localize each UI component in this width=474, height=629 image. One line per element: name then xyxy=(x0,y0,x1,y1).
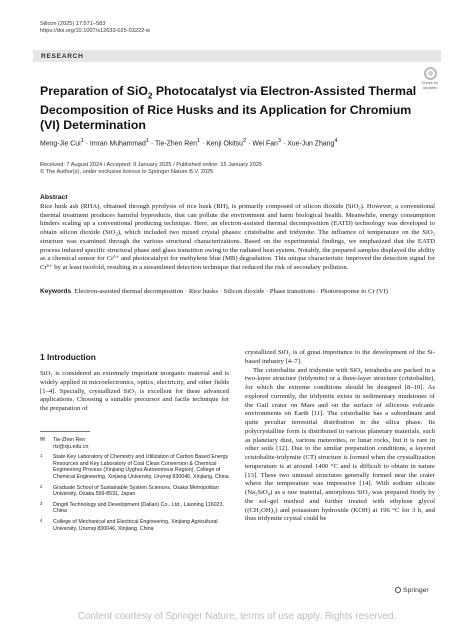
affiliation-item xyxy=(40,485,229,498)
intro-paragraph: crystallized SiO₂ is of great importance to the development of the Si-based industry [4–7]. xyxy=(245,349,435,365)
footnotes xyxy=(40,437,229,536)
corresponding-author xyxy=(40,437,229,450)
intro-paragraph: The cristobalite and tridymite with SiO₄ tetrahedra are packed in a two-layer structure (tridymite) or a three-layer structure (cristobalite), for which the extreme conditions should be designed [8–10]. As explored currently, the tridymite exists in sedimentary mudstones of the Gail crater on Mars and on the surface of siliceous volcanic environments on Earth [11]. The cristobalite has a subordinate and quite peculiar terrestrial distribution in the silica phase. Its polycrystalline form is distributed in various planetary materials, such as planetary dust, various meteorites, or lunar rocks, but it is rare in other soils [12]. Due to the similar preparation conditions, a layered cristobalite-tridymite (CT) structure is formed when the crystallization temperature is at around 1400 °C and is difficult to obtain in nature [13]. These two unusual structures generally formed near the crater where the temperature was impressive [14]. With sodium silicate (Na₂SiO₄) as a raw material, amorphous SiO₂ was prepared firstly by the sol–gel method and further treated with ethylene glycol ((CH₂OH)₂) and potassium hydroxide (KOH) at 196 °C for 3 h, and thus tridymite crystal could be xyxy=(245,366,435,523)
springer-horse-icon xyxy=(395,587,401,593)
title-subscript: 2 xyxy=(147,91,153,101)
check-for-updates-badge[interactable] xyxy=(416,67,444,90)
author-name[interactable]: Wei Fan xyxy=(252,140,278,148)
affiliation-text: Dingdi Technology and Development (Dalian) Co., Ltd., Liaoning 116023, China xyxy=(53,501,224,515)
author-affiliation: 1 xyxy=(80,138,84,144)
author-name[interactable]: Tie-Zhen Ren xyxy=(155,140,197,148)
affiliation-number: 2 xyxy=(40,483,43,489)
affiliation-number: 1 xyxy=(40,453,43,459)
article-history xyxy=(40,162,262,177)
section-band xyxy=(33,50,441,62)
author-name[interactable]: Kenji Okitsu xyxy=(206,140,244,148)
author-affiliation: 4 xyxy=(334,138,338,144)
corresponding-author-contact[interactable]: Tie-Zhen Ren rtz@xju.edu.cn xyxy=(53,437,89,450)
journal-header xyxy=(40,21,150,36)
affiliation-item xyxy=(40,502,229,515)
author-name[interactable]: Imran Muhammad xyxy=(89,140,146,148)
intro-paragraph: SiO₂ is considered an extremely important inorganic material and is widely applied in microelectronics, optics, electricity, and other fields [1–4]. Specially, crystallized SiO₂ is excellent for these advanced applications. Choosing a suitable precursor and facile technique for the preparation of xyxy=(40,370,229,412)
author-affiliation: 1 xyxy=(196,138,201,144)
intro-right-column xyxy=(245,349,435,524)
author-affiliation: 1 xyxy=(145,138,150,144)
abstract-text: Rice husk ash (RHA), obtained through pyrolysis of rice husk (RH), is primarily composed of silicon dioxide (SiO₂). However, a conventional thermal treatment produces harmful byproducts, that can pollute the environment and harm biological health. Meanwhile, energy consumption hinders scaling up a conventional producing technique. Here, an electron-assisted thermal decomposition (EATD) technology was developed to obtain silicon dioxide (SiO₂), which included two mixed crystal phases: cristobalite and tridymite. The influence of temperature on the SiO₂ structure was examined through the various structural characterizations. Based on the experimental findings, we emphasized that the EATD process induced specific structural phase and glass transition owing to the radiated heat system. Notably, the prepared samples displayed the ability as a chemical sensor for Cr⁶⁺ and photocatalyst for methylene blue (MB) degradation. This unique characteristic improved the detection signal for Cr⁶⁺ by at least twofold, resulting in a streamlined detection technique that reduced the risk of secondary pollution. xyxy=(40,203,435,271)
author-affiliation: 3 xyxy=(277,138,282,144)
envelope-icon: ✉ xyxy=(40,437,46,443)
affiliation-text: College of Mechanical and Electrical Engineering, Xinjiang Agricultural University, Urumqi 830046, Xinjiang, China xyxy=(53,518,218,532)
author-list: Meng-Jie Cui$^1$ · Imran Muhammad$^1$ · Tie-Zhen Ren$^1$ · Kenji Okitsu$^2$ · Wei Fan$^3$ · Xue-Jun Zhang$^4$ xyxy=(40,138,338,148)
affiliation-item xyxy=(40,519,229,532)
article-title xyxy=(40,84,420,133)
footnote-divider xyxy=(40,431,90,432)
intro-left-column xyxy=(40,370,229,414)
affiliation-text: Graduate School of Sustainable System Sciences, Osaka Metropolitan University, Osaka 599-8531, Japan xyxy=(53,484,219,498)
author-affiliation: 2 xyxy=(243,138,247,144)
keywords xyxy=(40,288,435,297)
section-heading-introduction: 1 Introduction xyxy=(40,352,96,362)
section-label: RESEARCH xyxy=(41,52,84,60)
author-name[interactable]: Xue-Jun Zhang xyxy=(287,140,335,148)
keywords-label: Keywords xyxy=(40,288,72,295)
publisher-logo xyxy=(395,587,429,594)
courtesy-watermark: Content courtesy of Springer Nature, terms of use apply. Rights reserved. xyxy=(77,611,397,622)
received-accepted-dates: Received: 7 August 2024 / Accepted: 9 January 2025 / Published online: 15 January 2025 xyxy=(40,162,263,168)
doi-link[interactable]: https://doi.org/10.1007/s12633-025-03222-w xyxy=(40,28,151,35)
journal-citation: Silicon (2025) 17:571–583 xyxy=(40,21,106,27)
check-updates-icon xyxy=(424,67,437,80)
affiliation-number: 3 xyxy=(40,500,43,506)
title-part-1: Preparation of SiO xyxy=(40,84,148,98)
affiliation-text: State Key Laboratory of Chemistry and Utilization of Carbon Based Energy Resources and Key Laboratory of Coal Clean Conversion & Chemical Engineering Process (Xinjiang Uyghur Autonomous Region), College of Chemical Engineering, Xinjiang University, Urumqi 830046, Xinjiang, China xyxy=(53,454,229,480)
license-notice: © The Author(s), under exclusive licence to Springer Nature B.V. 2025 xyxy=(40,169,214,176)
abstract-heading: Abstract xyxy=(40,194,68,201)
title-part-2: Photocatalyst via Electron-Assisted Thermal Decomposition of Rice Husks and its Application for Chromium (VI) Determination xyxy=(40,84,417,133)
affiliation-item xyxy=(40,454,229,480)
check-updates-label: Check for updates xyxy=(421,80,439,90)
affiliation-number: 4 xyxy=(40,517,43,523)
author-name[interactable]: Meng-Jie Cui xyxy=(40,140,81,148)
publisher-name: Springer xyxy=(403,587,429,594)
keywords-text: Electron-assisted thermal decomposition · Rice husks · Silicon dioxide · Phase transitions · Photoresponse to Cr (VI) xyxy=(74,288,388,295)
